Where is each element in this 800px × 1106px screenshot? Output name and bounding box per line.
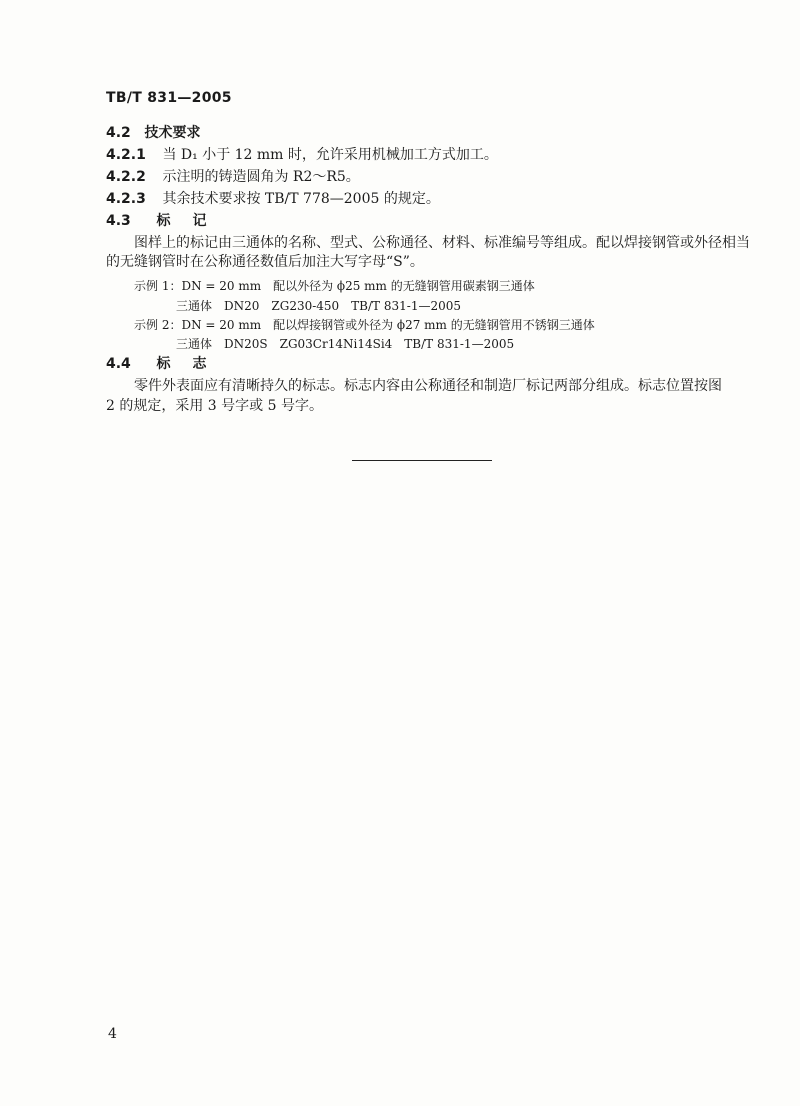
- clause-text: 示注明的铸造圆角为 R2～R5。: [162, 169, 360, 185]
- section-title: 技术要求: [144, 125, 201, 141]
- clause-number: 4.2.2: [106, 169, 146, 185]
- example-2-label: 示例 2：DN = 20 mm 配以焊接钢管或外径为 ϕ27 mm 的无缝钢管用不锈钢三通体: [134, 318, 595, 332]
- section-title: 标志: [156, 356, 229, 372]
- marking-sign-paragraph-line-1: 零件外表面应有清晰持久的标志。标志内容由公称通径和制造厂标记两部分组成。标志位置按图: [134, 378, 722, 394]
- example-1-mark: 三通体 DN20 ZG230-450 TB/T 831-1—2005: [176, 299, 461, 313]
- section-4-2-heading: [106, 124, 200, 142]
- clause-4-2-1: [106, 146, 498, 164]
- section-number: 4.2: [106, 125, 131, 141]
- clause-4-2-3: [106, 190, 440, 208]
- clause-text: 其余技术要求按 TB/T 778—2005 的规定。: [162, 191, 440, 207]
- section-title: 标记: [156, 213, 229, 229]
- example-1-label: 示例 1：DN = 20 mm 配以外径为 ϕ25 mm 的无缝钢管用碳素钢三通体: [134, 279, 535, 293]
- clause-number: 4.2.1: [106, 147, 146, 163]
- page-number: 4: [108, 1026, 117, 1042]
- clause-4-2-2: [106, 168, 360, 186]
- section-number: 4.4: [106, 356, 131, 372]
- end-of-text-divider: [352, 460, 492, 461]
- example-2-mark: 三通体 DN20S ZG03Cr14Ni14Si4 TB/T 831-1—2005: [176, 337, 515, 351]
- marking-sign-paragraph-line-2: 2 的规定，采用 3 号字或 5 号字。: [106, 398, 323, 414]
- section-number: 4.3: [106, 213, 131, 229]
- clause-text: 当 D₁ 小于 12 mm 时，允许采用机械加工方式加工。: [162, 147, 498, 163]
- marking-paragraph-line-1: 图样上的标记由三通体的名称、型式、公称通径、材料、标准编号等组成。配以焊接钢管或外径相当: [134, 235, 750, 251]
- section-4-3-heading: [106, 212, 228, 230]
- clause-number: 4.2.3: [106, 191, 146, 207]
- document-code-header: TB/T 831—2005: [106, 90, 232, 106]
- marking-paragraph-line-2: 的无缝钢管时在公称通径数值后加注大写字母“S”。: [106, 254, 424, 270]
- section-4-4-heading: [106, 355, 228, 373]
